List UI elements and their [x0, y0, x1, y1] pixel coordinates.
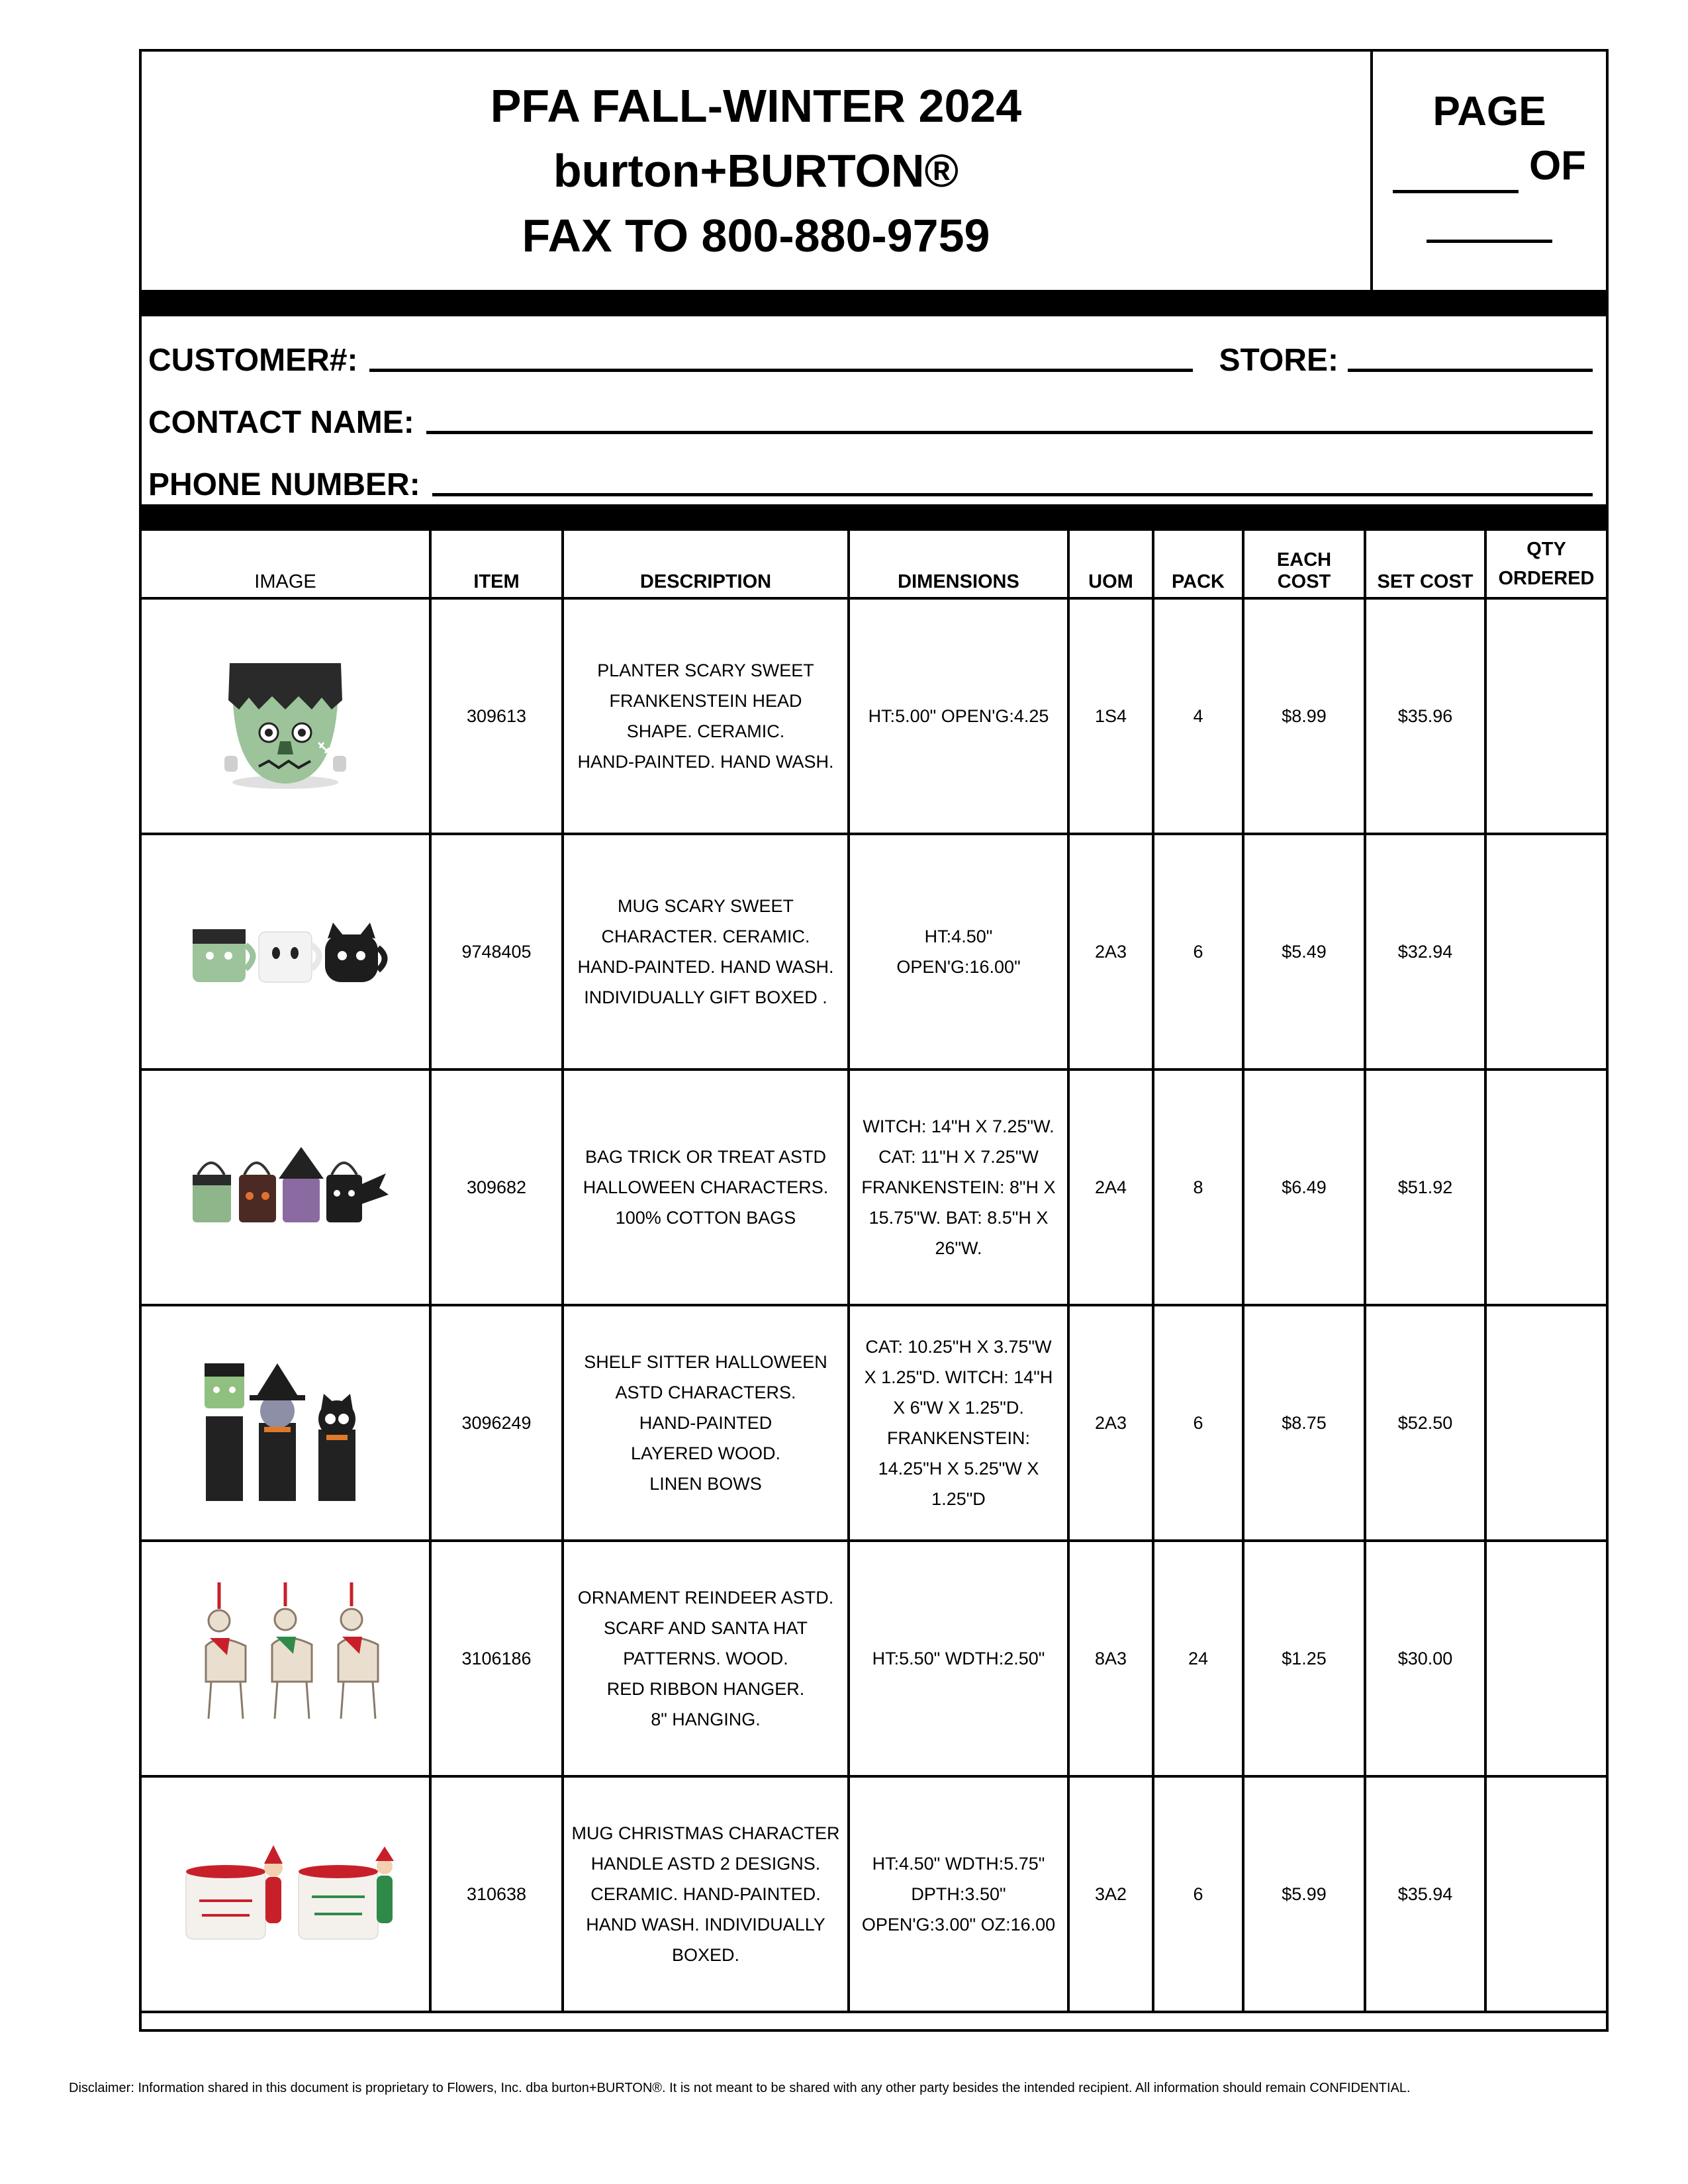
- item-set-cost: $51.92: [1365, 1069, 1485, 1305]
- of-label: OF: [1528, 143, 1587, 189]
- character-mugs-icon: [179, 912, 391, 991]
- page-number-box: [1370, 52, 1606, 290]
- order-form: [139, 49, 1609, 2032]
- customer-number-label: CUSTOMER#:: [148, 343, 358, 378]
- item-uom: 3A2: [1068, 1776, 1153, 2012]
- item-description: ORNAMENT REINDEER ASTD. SCARF AND SANTA HAT PATTERNS. WOOD. RED RIBBON HANGER. 8" HANGING.: [563, 1541, 849, 1776]
- page-label: PAGE: [1432, 89, 1546, 134]
- product-image-cell: [142, 1776, 430, 2012]
- item-dimensions: CAT: 10.25"H X 3.75"W X 1.25"D. WITCH: 14"H X 6"W X 1.25"D. FRANKENSTEIN: 14.25"H X 5.25"W X 1.25"D: [849, 1305, 1068, 1541]
- item-pack: 6: [1153, 1776, 1243, 2012]
- table-row: [142, 1305, 1606, 1541]
- item-each-cost: $8.75: [1243, 1305, 1365, 1541]
- phone-number-label: PHONE NUMBER:: [148, 467, 420, 502]
- product-table: [142, 531, 1606, 2013]
- title-line-3: FAX TO 800-880-9759: [522, 210, 990, 261]
- product-image-cell: [142, 1305, 430, 1541]
- column-header-item: ITEM: [430, 531, 563, 598]
- item-uom: 2A4: [1068, 1069, 1153, 1305]
- item-description: MUG SCARY SWEET CHARACTER. CERAMIC. HAND-PAINTED. HAND WASH. INDIVIDUALLY GIFT BOXED .: [563, 834, 849, 1069]
- column-header-image: IMAGE: [142, 531, 430, 598]
- item-pack: 8: [1153, 1069, 1243, 1305]
- title-line-2: burton+BURTON®: [553, 145, 959, 197]
- shelf-sitters-icon: [186, 1337, 385, 1509]
- column-header-dimensions: DIMENSIONS: [849, 531, 1068, 598]
- table-row: [142, 1776, 1606, 2012]
- page-number-blank[interactable]: [1393, 150, 1519, 193]
- contact-name-field[interactable]: [426, 404, 1593, 434]
- page-total-blank[interactable]: [1427, 193, 1552, 243]
- contact-row: [148, 379, 1593, 441]
- item-description: MUG CHRISTMAS CHARACTER HANDLE ASTD 2 DESIGNS. CERAMIC. HAND-PAINTED. HAND WASH. INDIVIDUALLY BOXED.: [563, 1776, 849, 2012]
- product-image-cell: [142, 1541, 430, 1776]
- qty-ordered-field[interactable]: [1485, 1776, 1606, 2012]
- item-number: 3106186: [430, 1541, 563, 1776]
- contact-name-label: CONTACT NAME:: [148, 405, 414, 440]
- reindeer-ornaments-icon: [179, 1582, 391, 1735]
- item-each-cost: $5.49: [1243, 834, 1365, 1069]
- item-set-cost: $32.94: [1365, 834, 1485, 1069]
- column-header-each-cost: EACH COST: [1243, 531, 1365, 598]
- qty-ordered-field[interactable]: [1485, 1305, 1606, 1541]
- column-header-qty-ordered: QTY ORDERED: [1485, 531, 1606, 598]
- store-field[interactable]: [1348, 342, 1593, 372]
- column-header-uom: UOM: [1068, 531, 1153, 598]
- title-block: [142, 52, 1370, 290]
- item-description: BAG TRICK OR TREAT ASTD HALLOWEEN CHARACTERS. 100% COTTON BAGS: [563, 1069, 849, 1305]
- item-description: PLANTER SCARY SWEET FRANKENSTEIN HEAD SHAPE. CERAMIC. HAND-PAINTED. HAND WASH.: [563, 598, 849, 834]
- customer-row: [148, 316, 1593, 379]
- item-dimensions: HT:4.50" OPEN'G:16.00": [849, 834, 1068, 1069]
- separator-band: [142, 504, 1606, 531]
- store-label: STORE:: [1219, 343, 1338, 378]
- table-row: [142, 834, 1606, 1069]
- item-number: 309613: [430, 598, 563, 834]
- qty-ordered-field[interactable]: [1485, 834, 1606, 1069]
- column-header-description: DESCRIPTION: [563, 531, 849, 598]
- table-row: [142, 598, 1606, 834]
- phone-number-field[interactable]: [432, 467, 1593, 496]
- qty-ordered-field[interactable]: [1485, 598, 1606, 834]
- form-header: [142, 52, 1606, 290]
- item-number: 9748405: [430, 834, 563, 1069]
- item-pack: 6: [1153, 834, 1243, 1069]
- item-each-cost: $6.49: [1243, 1069, 1365, 1305]
- item-dimensions: HT:5.50" WDTH:2.50": [849, 1541, 1068, 1776]
- item-pack: 4: [1153, 598, 1243, 834]
- frankenstein-planter-icon: [206, 637, 365, 796]
- item-set-cost: $35.96: [1365, 598, 1485, 834]
- item-pack: 6: [1153, 1305, 1243, 1541]
- item-each-cost: $8.99: [1243, 598, 1365, 834]
- item-each-cost: $1.25: [1243, 1541, 1365, 1776]
- customer-number-field[interactable]: [369, 342, 1192, 372]
- title-line-1: PFA FALL-WINTER 2024: [490, 80, 1022, 132]
- item-set-cost: $35.94: [1365, 1776, 1485, 2012]
- item-number: 310638: [430, 1776, 563, 2012]
- table-row: [142, 1541, 1606, 1776]
- separator-band: [142, 290, 1606, 316]
- customer-info-section: [142, 316, 1606, 504]
- disclaimer-text: Disclaimer: Information shared in this document is proprietary to Flowers, Inc. dba burton+BURTON®. It is not meant to be shared with any other party besides the intended recipient. All information should remain CONFIDENTIAL.: [69, 2081, 1411, 2095]
- column-header-pack: PACK: [1153, 531, 1243, 598]
- item-each-cost: $5.99: [1243, 1776, 1365, 2012]
- table-header-row: [142, 531, 1606, 598]
- item-uom: 2A3: [1068, 1305, 1153, 1541]
- item-pack: 24: [1153, 1541, 1243, 1776]
- item-uom: 1S4: [1068, 598, 1153, 834]
- item-dimensions: HT:4.50" WDTH:5.75" DPTH:3.50" OPEN'G:3.00" OZ:16.00: [849, 1776, 1068, 2012]
- treat-bags-icon: [179, 1138, 391, 1237]
- item-uom: 8A3: [1068, 1541, 1153, 1776]
- item-number: 309682: [430, 1069, 563, 1305]
- table-row: [142, 1069, 1606, 1305]
- product-image-cell: [142, 598, 430, 834]
- phone-row: [148, 441, 1593, 503]
- item-number: 3096249: [430, 1305, 563, 1541]
- item-uom: 2A3: [1068, 834, 1153, 1069]
- product-image-cell: [142, 1069, 430, 1305]
- column-header-set-cost: SET COST: [1365, 531, 1485, 598]
- qty-ordered-field[interactable]: [1485, 1069, 1606, 1305]
- item-set-cost: $30.00: [1365, 1541, 1485, 1776]
- item-dimensions: WITCH: 14"H X 7.25"W. CAT: 11"H X 7.25"W FRANKENSTEIN: 8"H X 15.75"W. BAT: 8.5"H X 26"W.: [849, 1069, 1068, 1305]
- item-set-cost: $52.50: [1365, 1305, 1485, 1541]
- item-description: SHELF SITTER HALLOWEEN ASTD CHARACTERS. HAND-PAINTED LAYERED WOOD. LINEN BOWS: [563, 1305, 849, 1541]
- item-dimensions: HT:5.00" OPEN'G:4.25: [849, 598, 1068, 834]
- qty-ordered-field[interactable]: [1485, 1541, 1606, 1776]
- product-image-cell: [142, 834, 430, 1069]
- christmas-mugs-icon: [173, 1841, 398, 1947]
